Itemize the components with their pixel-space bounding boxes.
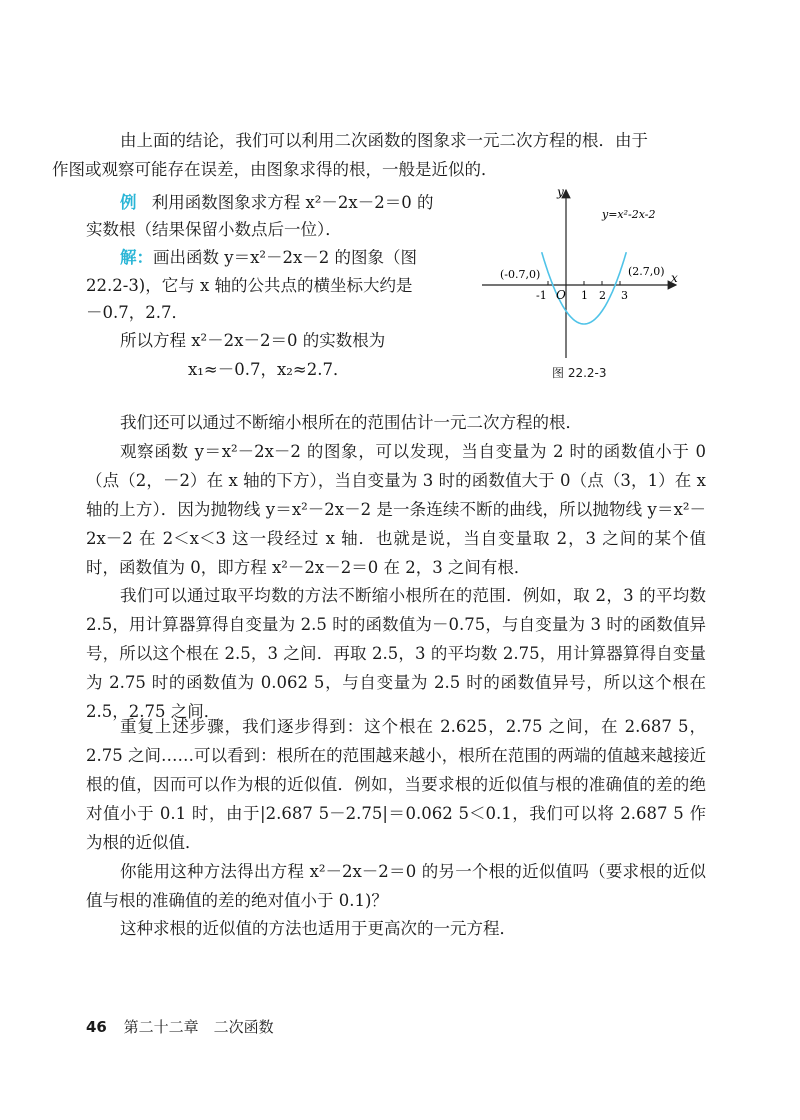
intro-line-1: 由上面的结论，我们可以利用二次函数的图象求一元二次方程的根．由于 <box>120 131 648 150</box>
paragraph-3: 我们可以通过取平均数的方法不断缩小根所在的范围．例如，取 2，3 的平均数 2.5，用计算器算得自变量为 2.5 时的函数值为－0.75，与自变量为 3 时的函数值异号，所以这个根在 2.5，3 之间．再取 2.5，3 的平均数 2.75，用计算器算得自变量为 2.75 时的函数值为 0.062 5，与自变量为 2.5 时的函数值异号，所以这个根在 2.5，2.75 之间． <box>86 586 706 721</box>
intro-line-2: 作图或观察可能存在误差，由图象求得的根，一般是近似的． <box>52 160 498 179</box>
paragraph-1: 我们还可以通过不断缩小根所在的范围估计一元二次方程的根． <box>120 413 582 432</box>
solution-label: 解： <box>120 248 153 267</box>
right-root-label: (2.7,0) <box>628 265 665 278</box>
page-number: 46 <box>86 1018 107 1036</box>
intro-paragraph <box>52 126 706 184</box>
solution-line-2: 22.2-3)，它与 x 轴的公共点的横坐标大约是 <box>86 276 413 295</box>
example-text-1: 利用函数图象求方程 x²－2x－2＝0 的 <box>151 193 434 212</box>
origin-label: O <box>556 288 566 302</box>
paragraph-6: 这种求根的近似值的方法也适用于更高次的一元方程． <box>120 919 516 938</box>
tick-label-2: 2 <box>599 289 606 302</box>
example-line-2: 实数根（结果保留小数点后一位）． <box>86 220 342 239</box>
chapter-title: 第二十二章 二次函数 <box>123 1018 274 1036</box>
solution-line-1 <box>120 243 417 272</box>
tick-label-1: 1 <box>581 289 588 302</box>
parabola-graph <box>478 182 688 362</box>
left-root-label: (-0.7,0) <box>500 268 541 281</box>
solution-text-1: 画出函数 y＝x²－2x－2 的图象（图 <box>153 248 418 267</box>
figure-caption: 图 22.2-3 <box>552 366 607 380</box>
paragraph-5: 你能用这种方法得出方程 x²－2x－2＝0 的另一个根的近似值吗（要求根的近似值与根的准确值的差的绝对值小于 0.1)？ <box>86 862 706 910</box>
paragraph-2: 观察函数 y＝x²－2x－2 的图象，可以发现，当自变量为 2 时的函数值小于 0（点（2，－2）在 x 轴的下方），当自变量为 3 时的函数值大于 0（点（3，1）在 x 轴的上方）．因为抛物线 y＝x²－2x－2 是一条连续不断的曲线，所以抛物线 y＝x²－2x－2 在 2＜x＜3 这一段经过 x 轴．也就是说，当自变量取 2，3 之间的某个值时，函数值为 0，即方程 x²－2x－2＝0 在 2，3 之间有根． <box>86 442 706 577</box>
page-footer <box>86 1016 274 1037</box>
example-label: 例 <box>120 193 137 212</box>
x-axis-label: x <box>671 271 678 285</box>
y-axis-label: y <box>557 185 564 199</box>
paragraph-4: 重复上述步骤，我们逐步得到：这个根在 2.625，2.75 之间，在 2.687 5，2.75 之间……可以看到：根所在的范围越来越小，根所在范围的两端的值越来越接近根的值，因而可以作为根的近似值．例如，当要求根的近似值与根的准确值的差的绝对值小于 0.1 时，由于|2.687 5－2.75|＝0.062 5＜0.1，我们可以将 2.687 5 作为根的近似值． <box>86 717 706 852</box>
parabola-figure <box>478 182 688 366</box>
tick-label-3: 3 <box>621 289 628 302</box>
solution-line-3: －0.7，2.7． <box>86 303 188 322</box>
tick-label-neg1: -1 <box>536 289 547 302</box>
function-label: y=x²-2x-2 <box>602 208 656 221</box>
solution-line-5: x₁≈－0.7，x₂≈2.7． <box>188 360 350 379</box>
solution-line-4: 所以方程 x²－2x－2＝0 的实数根为 <box>120 331 386 350</box>
example-line-1 <box>120 188 433 217</box>
